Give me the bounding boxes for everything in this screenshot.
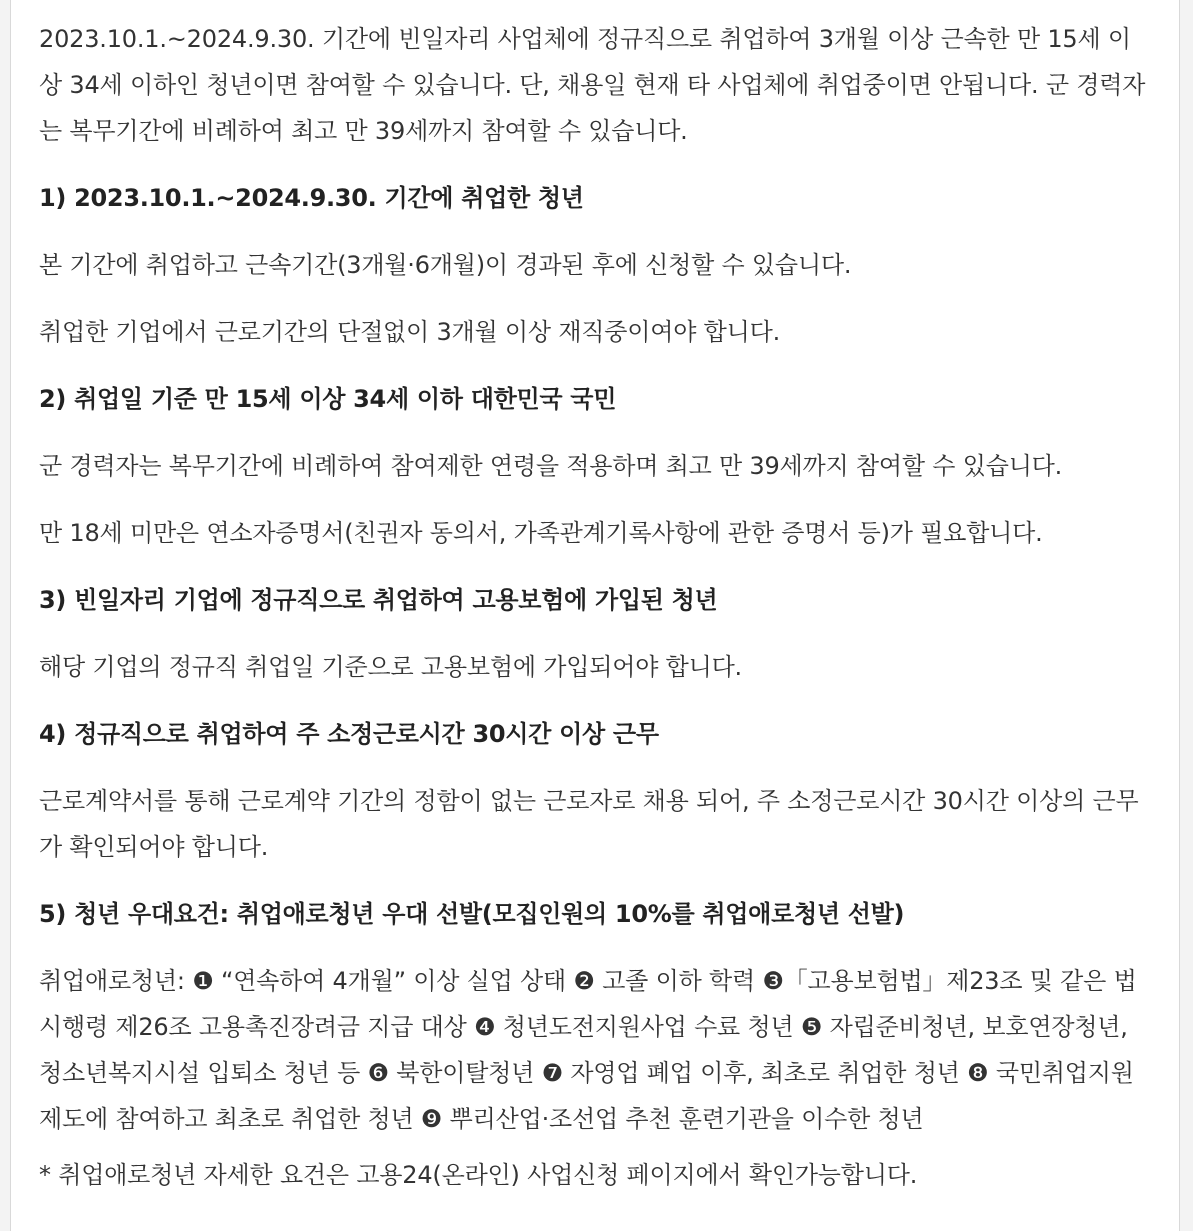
section-5-heading: 5) 청년 우대요건: 취업애로청년 우대 선발(모집인원의 10%를 취업애로청년 선발) <box>39 900 905 928</box>
section-2-paragraph-2: 만 18세 미만은 연소자증명서(친권자 동의서, 가족관계기록사항에 관한 증명서 등)가 필요합니다. <box>39 519 1043 547</box>
document-page <box>10 0 1180 1231</box>
section-1-heading: 1) 2023.10.1.~2024.9.30. 기간에 취업한 청년 <box>39 184 584 212</box>
section-2-paragraph-1: 군 경력자는 복무기간에 비례하여 참여제한 연령을 적용하며 최고 만 39세까지 참여할 수 있습니다. <box>39 452 1063 480</box>
section-3-paragraph-1: 해당 기업의 정규직 취업일 기준으로 고용보험에 가입되어야 합니다. <box>39 653 742 681</box>
section-1-paragraph-2: 취업한 기업에서 근로기간의 단절없이 3개월 이상 재직중이여야 합니다. <box>39 318 781 346</box>
document-content <box>11 0 1179 1198</box>
footnote: * 취업애로청년 자세한 요건은 고용24(온라인) 사업신청 페이지에서 확인가능합니다. <box>39 1161 918 1189</box>
intro-paragraph: 2023.10.1.~2024.9.30. 기간에 빈일자리 사업체에 정규직으로 취업하여 3개월 이상 근속한 만 15세 이상 34세 이하인 청년이면 참여할 수 있습니다. 단, 채용일 현재 타 사업체에 취업중이면 안됩니다. 군 경력자는 복무기간에 비례하여 최고 만 39세까지 참여할 수 있습니다. <box>39 25 1146 145</box>
section-4-heading: 4) 정규직으로 취업하여 주 소정근로시간 30시간 이상 근무 <box>39 720 659 748</box>
section-3-heading: 3) 빈일자리 기업에 정규직으로 취업하여 고용보험에 가입된 청년 <box>39 586 718 614</box>
section-4-paragraph-1: 근로계약서를 통해 근로계약 기간의 정함이 없는 근로자로 채용 되어, 주 소정근로시간 30시간 이상의 근무가 확인되어야 합니다. <box>39 787 1139 861</box>
section-1-paragraph-1: 본 기간에 취업하고 근속기간(3개월·6개월)이 경과된 후에 신청할 수 있습니다. <box>39 251 852 279</box>
section-5-paragraph-1: 취업애로청년: ❶ “연속하여 4개월” 이상 실업 상태 ❷ 고졸 이하 학력 ❸「고용보험법」제23조 및 같은 법 시행령 제26조 고용촉진장려금 지급 대상 ❹ 청년도전지원사업 수료 청년 ❺ 자립준비청년, 보호연장청년, 청소년복지시설 입퇴소 청년 등 ❻ 북한이탈청년 ❼ 자영업 폐업 이후, 최초로 취업한 청년 ❽ 국민취업지원제도에 참여하고 최초로 취업한 청년 ❾ 뿌리산업·조선업 추천 훈련기관을 이수한 청년 <box>39 967 1137 1133</box>
section-2-heading: 2) 취업일 기준 만 15세 이상 34세 이하 대한민국 국민 <box>39 385 617 413</box>
